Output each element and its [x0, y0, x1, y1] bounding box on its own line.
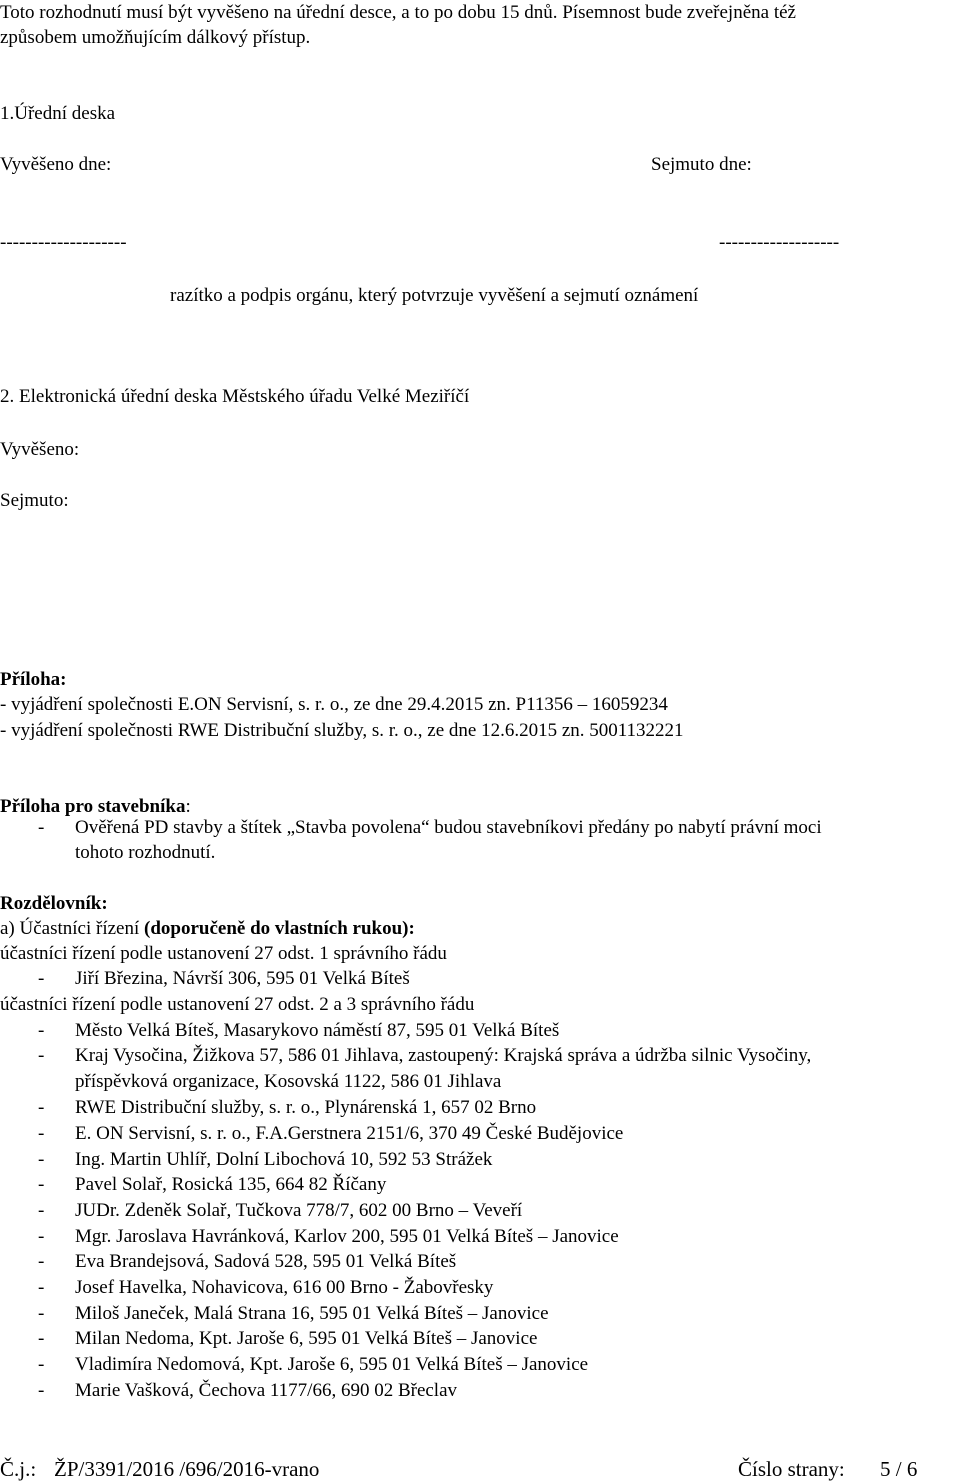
board1-stamp-note: razítko a podpis orgánu, který potvrzuje vyvěšení a sejmutí oznámení	[170, 285, 699, 306]
recipient: Milan Nedoma, Kpt. Jaroše 6, 595 01 Velká Bíteš – Janovice	[75, 1328, 538, 1349]
attachment-item: - vyjádření společnosti E.ON Servisní, s. r. o., ze dne 29.4.2015 zn. P11356 – 16059234	[0, 694, 668, 715]
recipient: Kraj Vysočina, Žižkova 57, 586 01 Jihlava, zastoupený: Krajská správa a údržba silnic Vysočiny,	[75, 1045, 812, 1066]
reference-number: ŽP/3391/2016 /696/2016-vrano	[54, 1457, 320, 1481]
recipient: JUDr. Zdeněk Solař, Tučkova 778/7, 602 00 Brno – Veveří	[75, 1200, 523, 1221]
list-item	[0, 1277, 960, 1299]
list-item	[0, 1328, 960, 1350]
distribution-subheading-prefix: a) Účastníci řízení	[0, 918, 145, 939]
list-item	[0, 1020, 960, 1042]
list-item	[0, 1045, 960, 1067]
list-item-continuation	[0, 1071, 960, 1093]
list-dash: -	[38, 1328, 45, 1349]
recipient: Josef Havelka, Nohavicova, 616 00 Brno - Žabovřesky	[75, 1277, 494, 1298]
list-dash: -	[38, 1200, 45, 1221]
list-item	[0, 968, 960, 990]
recipient: Marie Vašková, Čechova 1177/66, 690 02 Břeclav	[75, 1380, 458, 1401]
list-dash: -	[38, 1174, 45, 1195]
list-dash: -	[38, 1149, 45, 1170]
builder-attachment-heading	[0, 796, 191, 818]
board2-posted-label: Vyvěšeno:	[0, 439, 80, 460]
list-item	[0, 1174, 960, 1196]
recipient: Město Velká Bíteš, Masarykovo náměstí 87, 595 01 Velká Bíteš	[75, 1020, 560, 1041]
recipient: E. ON Servisní, s. r. o., F.A.Gerstnera 2151/6, 370 49 České Budějovice	[75, 1123, 624, 1144]
builder-attachment-text: Ověřená PD stavby a štítek „Stavba povolena“ budou stavebníkovi předány po nabytí právní moci	[75, 817, 822, 838]
list-item	[0, 1123, 960, 1145]
board2-removed-label: Sejmuto:	[0, 490, 69, 511]
page-footer	[0, 1456, 960, 1482]
board2-heading: 2. Elektronická úřední deska Městského úřadu Velké Meziříčí	[0, 386, 470, 407]
intro-line-2: způsobem umožňujícím dálkový přístup.	[0, 27, 311, 48]
recipient: Mgr. Jaroslava Havránková, Karlov 200, 595 01 Velká Bíteš – Janovice	[75, 1226, 619, 1247]
list-dash: -	[38, 817, 45, 838]
recipient: Vladimíra Nedomová, Kpt. Jaroše 6, 595 01 Velká Bíteš – Janovice	[75, 1354, 589, 1375]
list-dash: -	[38, 1045, 45, 1066]
recipient-continuation: příspěvková organizace, Kosovská 1122, 586 01 Jihlava	[75, 1071, 502, 1092]
list-dash: -	[38, 968, 45, 989]
reference-label: Č.j.:	[0, 1457, 37, 1481]
list-dash: -	[38, 1303, 45, 1324]
page-number-label: Číslo strany:	[738, 1457, 845, 1481]
recipient: Miloš Janeček, Malá Strana 16, 595 01 Velká Bíteš – Janovice	[75, 1303, 549, 1324]
list-dash: -	[38, 1251, 45, 1272]
list-dash: -	[38, 1226, 45, 1247]
list-dash: -	[38, 1354, 45, 1375]
board1-removed-label: Sejmuto dne:	[651, 154, 752, 175]
group1-label: účastníci řízení podle ustanovení 27 odst. 1 správního řádu	[0, 943, 447, 964]
board1-posted-label: Vyvěšeno dne:	[0, 154, 112, 175]
builder-attachment-colon: :	[185, 796, 191, 817]
distribution-subheading-delivery: (doporučeně do vlastních rukou):	[144, 918, 415, 939]
recipient: Pavel Solař, Rosická 135, 664 82 Říčany	[75, 1174, 387, 1195]
builder-attachment-text-cont: tohoto rozhodnutí.	[75, 842, 216, 863]
recipient: Ing. Martin Uhlíř, Dolní Libochová 10, 592 53 Strážek	[75, 1149, 493, 1170]
builder-attachment-title: Příloha pro stavebníka	[0, 796, 186, 817]
board1-signature-line-left: --------------------	[0, 232, 127, 253]
list-item	[0, 1380, 960, 1402]
list-item	[0, 1149, 960, 1171]
list-item	[0, 1251, 960, 1273]
list-item	[0, 1226, 960, 1248]
builder-attachment-item	[0, 817, 960, 839]
list-item	[0, 1097, 960, 1119]
distribution-subheading	[0, 918, 415, 940]
board1-heading: 1.Úřední deska	[0, 103, 116, 124]
page-number: 5 / 6	[880, 1457, 918, 1481]
list-dash: -	[38, 1123, 45, 1144]
list-item	[0, 1354, 960, 1376]
recipient: Jiří Březina, Návrší 306, 595 01 Velká Bíteš	[75, 968, 410, 989]
board1-signature-line-right: -------------------	[719, 232, 840, 253]
list-dash: -	[38, 1020, 45, 1041]
attachment-heading: Příloha:	[0, 669, 67, 690]
list-item	[0, 1200, 960, 1222]
group2-label: účastníci řízení podle ustanovení 27 odst. 2 a 3 správního řádu	[0, 994, 475, 1015]
intro-line-1: Toto rozhodnutí musí být vyvěšeno na úřední desce, a to po dobu 15 dnů. Písemnost bude zveřejněna též	[0, 2, 796, 23]
list-dash: -	[38, 1380, 45, 1401]
attachment-item: - vyjádření společnosti RWE Distribuční služby, s. r. o., ze dne 12.6.2015 zn. 5001132221	[0, 720, 684, 741]
recipient: RWE Distribuční služby, s. r. o., Plynárenská 1, 657 02 Brno	[75, 1097, 537, 1118]
distribution-heading: Rozdělovník:	[0, 893, 108, 914]
list-dash: -	[38, 1277, 45, 1298]
recipient: Eva Brandejsová, Sadová 528, 595 01 Velká Bíteš	[75, 1251, 457, 1272]
list-dash: -	[38, 1097, 45, 1118]
list-item	[0, 1303, 960, 1325]
